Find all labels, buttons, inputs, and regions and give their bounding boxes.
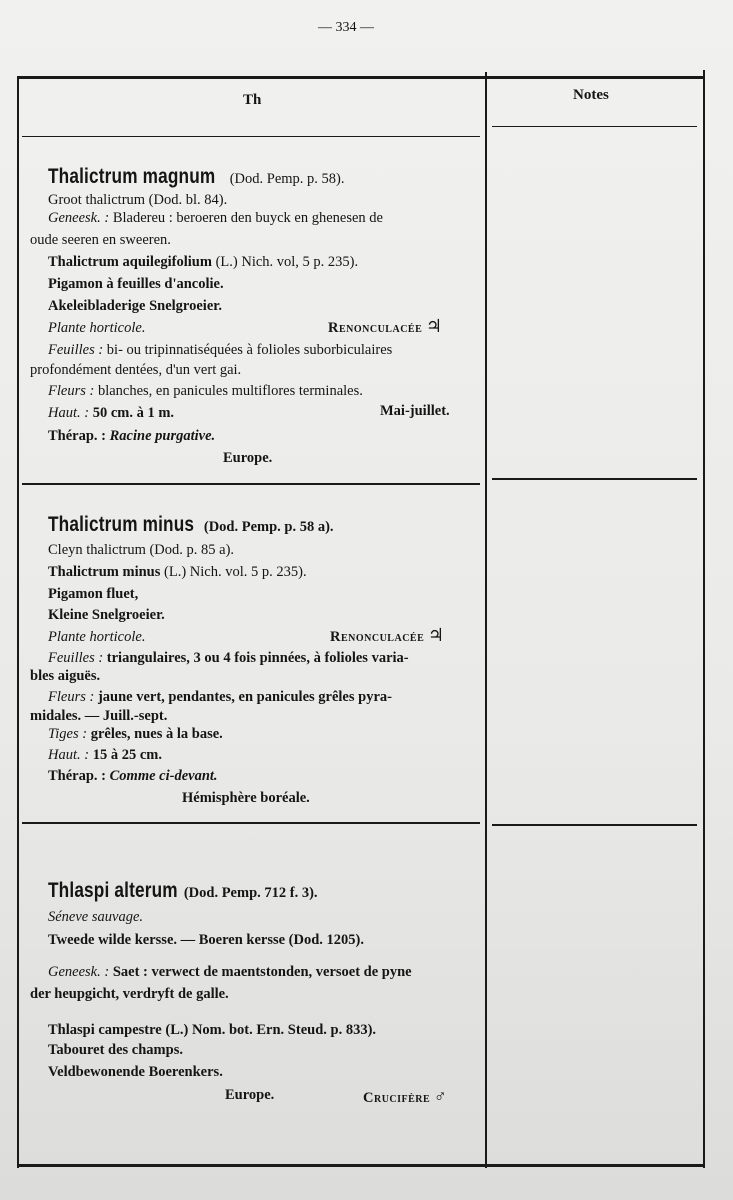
header-rule-left [22, 136, 480, 137]
perennial-symbol-icon: ♃ [425, 316, 443, 336]
plant-type: Plante horticole. [48, 629, 146, 645]
section-divider [22, 483, 480, 485]
notes-divider [492, 824, 697, 826]
geneesk-text: Saet : verwect de maentstonden, versoet de pyne [112, 964, 412, 980]
plant-type: Plante horticole. [48, 320, 146, 336]
table-right-border [703, 70, 705, 1168]
dutch-common-name: Kleine Snelgroeier. [48, 607, 165, 623]
family-name: Crucifère [363, 1090, 431, 1106]
column-header-th: Th [243, 92, 262, 108]
scientific-name: Thalictrum minus [48, 564, 161, 580]
haut-label: Haut. : [48, 747, 90, 763]
scientific-name: Thlaspi campestre [48, 1022, 162, 1038]
page-number: — 334 — [318, 20, 374, 35]
geneesk-label: Geneesk. : [48, 210, 110, 226]
haut-text: 50 cm. à 1 m. [92, 405, 175, 421]
table-left-border [17, 76, 19, 1168]
feuilles-label: Feuilles : [48, 650, 104, 666]
column-divider [485, 72, 487, 1168]
fleurs-text: blanches, en panicules multiflores terminales. [97, 383, 363, 399]
geneesk-label: Geneesk. : [48, 964, 110, 980]
scientific-reference: (L.) Nom. bot. Ern. Steud. p. 833). [165, 1022, 377, 1038]
therap-label: Thérap. : [48, 768, 106, 784]
dutch-name: Cleyn thalictrum (Dod. p. 85 a). [48, 542, 235, 558]
family-name: Renonculacée [328, 320, 423, 336]
tiges-label: Tiges : [48, 726, 88, 742]
french-name: Tabouret des champs. [48, 1042, 183, 1058]
feuilles-text: triangulaires, 3 ou 4 fois pinnées, à folioles varia- [106, 650, 409, 666]
male-symbol-icon: ♂ [433, 1087, 447, 1106]
geneesk-continued: oude seeren en sweeren. [30, 232, 171, 248]
feuilles-text: bi- ou tripinnatiséquées à folioles suborbiculaires [106, 342, 393, 358]
tiges-text: grêles, nues à la base. [90, 726, 223, 742]
region: Europe. [223, 450, 273, 466]
haut-label: Haut. : [48, 405, 90, 421]
section-divider [22, 822, 480, 824]
feuilles-continued: profondément dentées, d'un vert gai. [30, 362, 242, 378]
header-rule-right [492, 126, 697, 127]
scientific-name: Thalictrum aquilegifolium [48, 254, 212, 270]
region: Hémisphère boréale. [182, 790, 310, 806]
dutch-common-name: Akeleibladerige Snelgroeier. [48, 298, 222, 314]
french-common-name: Séneve sauvage. [48, 909, 144, 925]
fleurs-text: jaune vert, pendantes, en panicules grêles pyra- [97, 689, 392, 705]
fleurs-label: Fleurs : [48, 689, 95, 705]
perennial-symbol-icon: ♃ [427, 625, 445, 645]
flowering-period: Mai-juillet. [380, 403, 450, 419]
entry-reference: (Dod. Pemp. p. 58 a). [203, 519, 334, 535]
entry-reference: (Dod. Pemp. p. 58). [229, 171, 345, 187]
haut-text: 15 à 25 cm. [92, 747, 162, 763]
dutch-name: Tweede wilde kersse. — Boeren kersse (Dod. 1205). [48, 932, 365, 948]
fleurs-continued: midales. — Juill.-sept. [30, 708, 168, 724]
feuilles-label: Feuilles : [48, 342, 104, 358]
geneesk-continued: der heupgicht, verdryft de galle. [30, 986, 229, 1002]
therap-label: Thérap. : [48, 428, 106, 444]
dutch-name: Groot thalictrum (Dod. bl. 84). [48, 192, 228, 208]
entry-title: Thalictrum magnum [48, 165, 216, 188]
table-top-border [17, 76, 705, 79]
family-name: Renonculacée [330, 629, 425, 645]
fleurs-label: Fleurs : [48, 383, 95, 399]
therap-text: Racine purgative. [109, 428, 216, 444]
scientific-reference: (L.) Nich. vol. 5 p. 235). [164, 564, 307, 580]
therap-text: Comme ci-devant. [109, 768, 218, 784]
entry-title: Thlaspi alterum [48, 879, 178, 902]
table-bottom-border [17, 1164, 705, 1167]
entry-reference: (Dod. Pemp. 712 f. 3). [183, 885, 318, 901]
dutch-common-name: Veldbewonende Boerenkers. [48, 1064, 223, 1080]
feuilles-continued: bles aiguës. [30, 668, 101, 684]
french-name: Pigamon à feuilles d'ancolie. [48, 276, 224, 292]
region: Europe. [225, 1087, 275, 1103]
notes-divider [492, 478, 697, 480]
geneesk-text: Bladereu : beroeren den buyck en ghenesen de [112, 210, 383, 226]
french-name: Pigamon fluet, [48, 586, 139, 602]
entry-title: Thalictrum minus [48, 513, 195, 536]
column-header-notes: Notes [573, 87, 609, 103]
scientific-reference: (L.) Nich. vol, 5 p. 235). [215, 254, 359, 270]
